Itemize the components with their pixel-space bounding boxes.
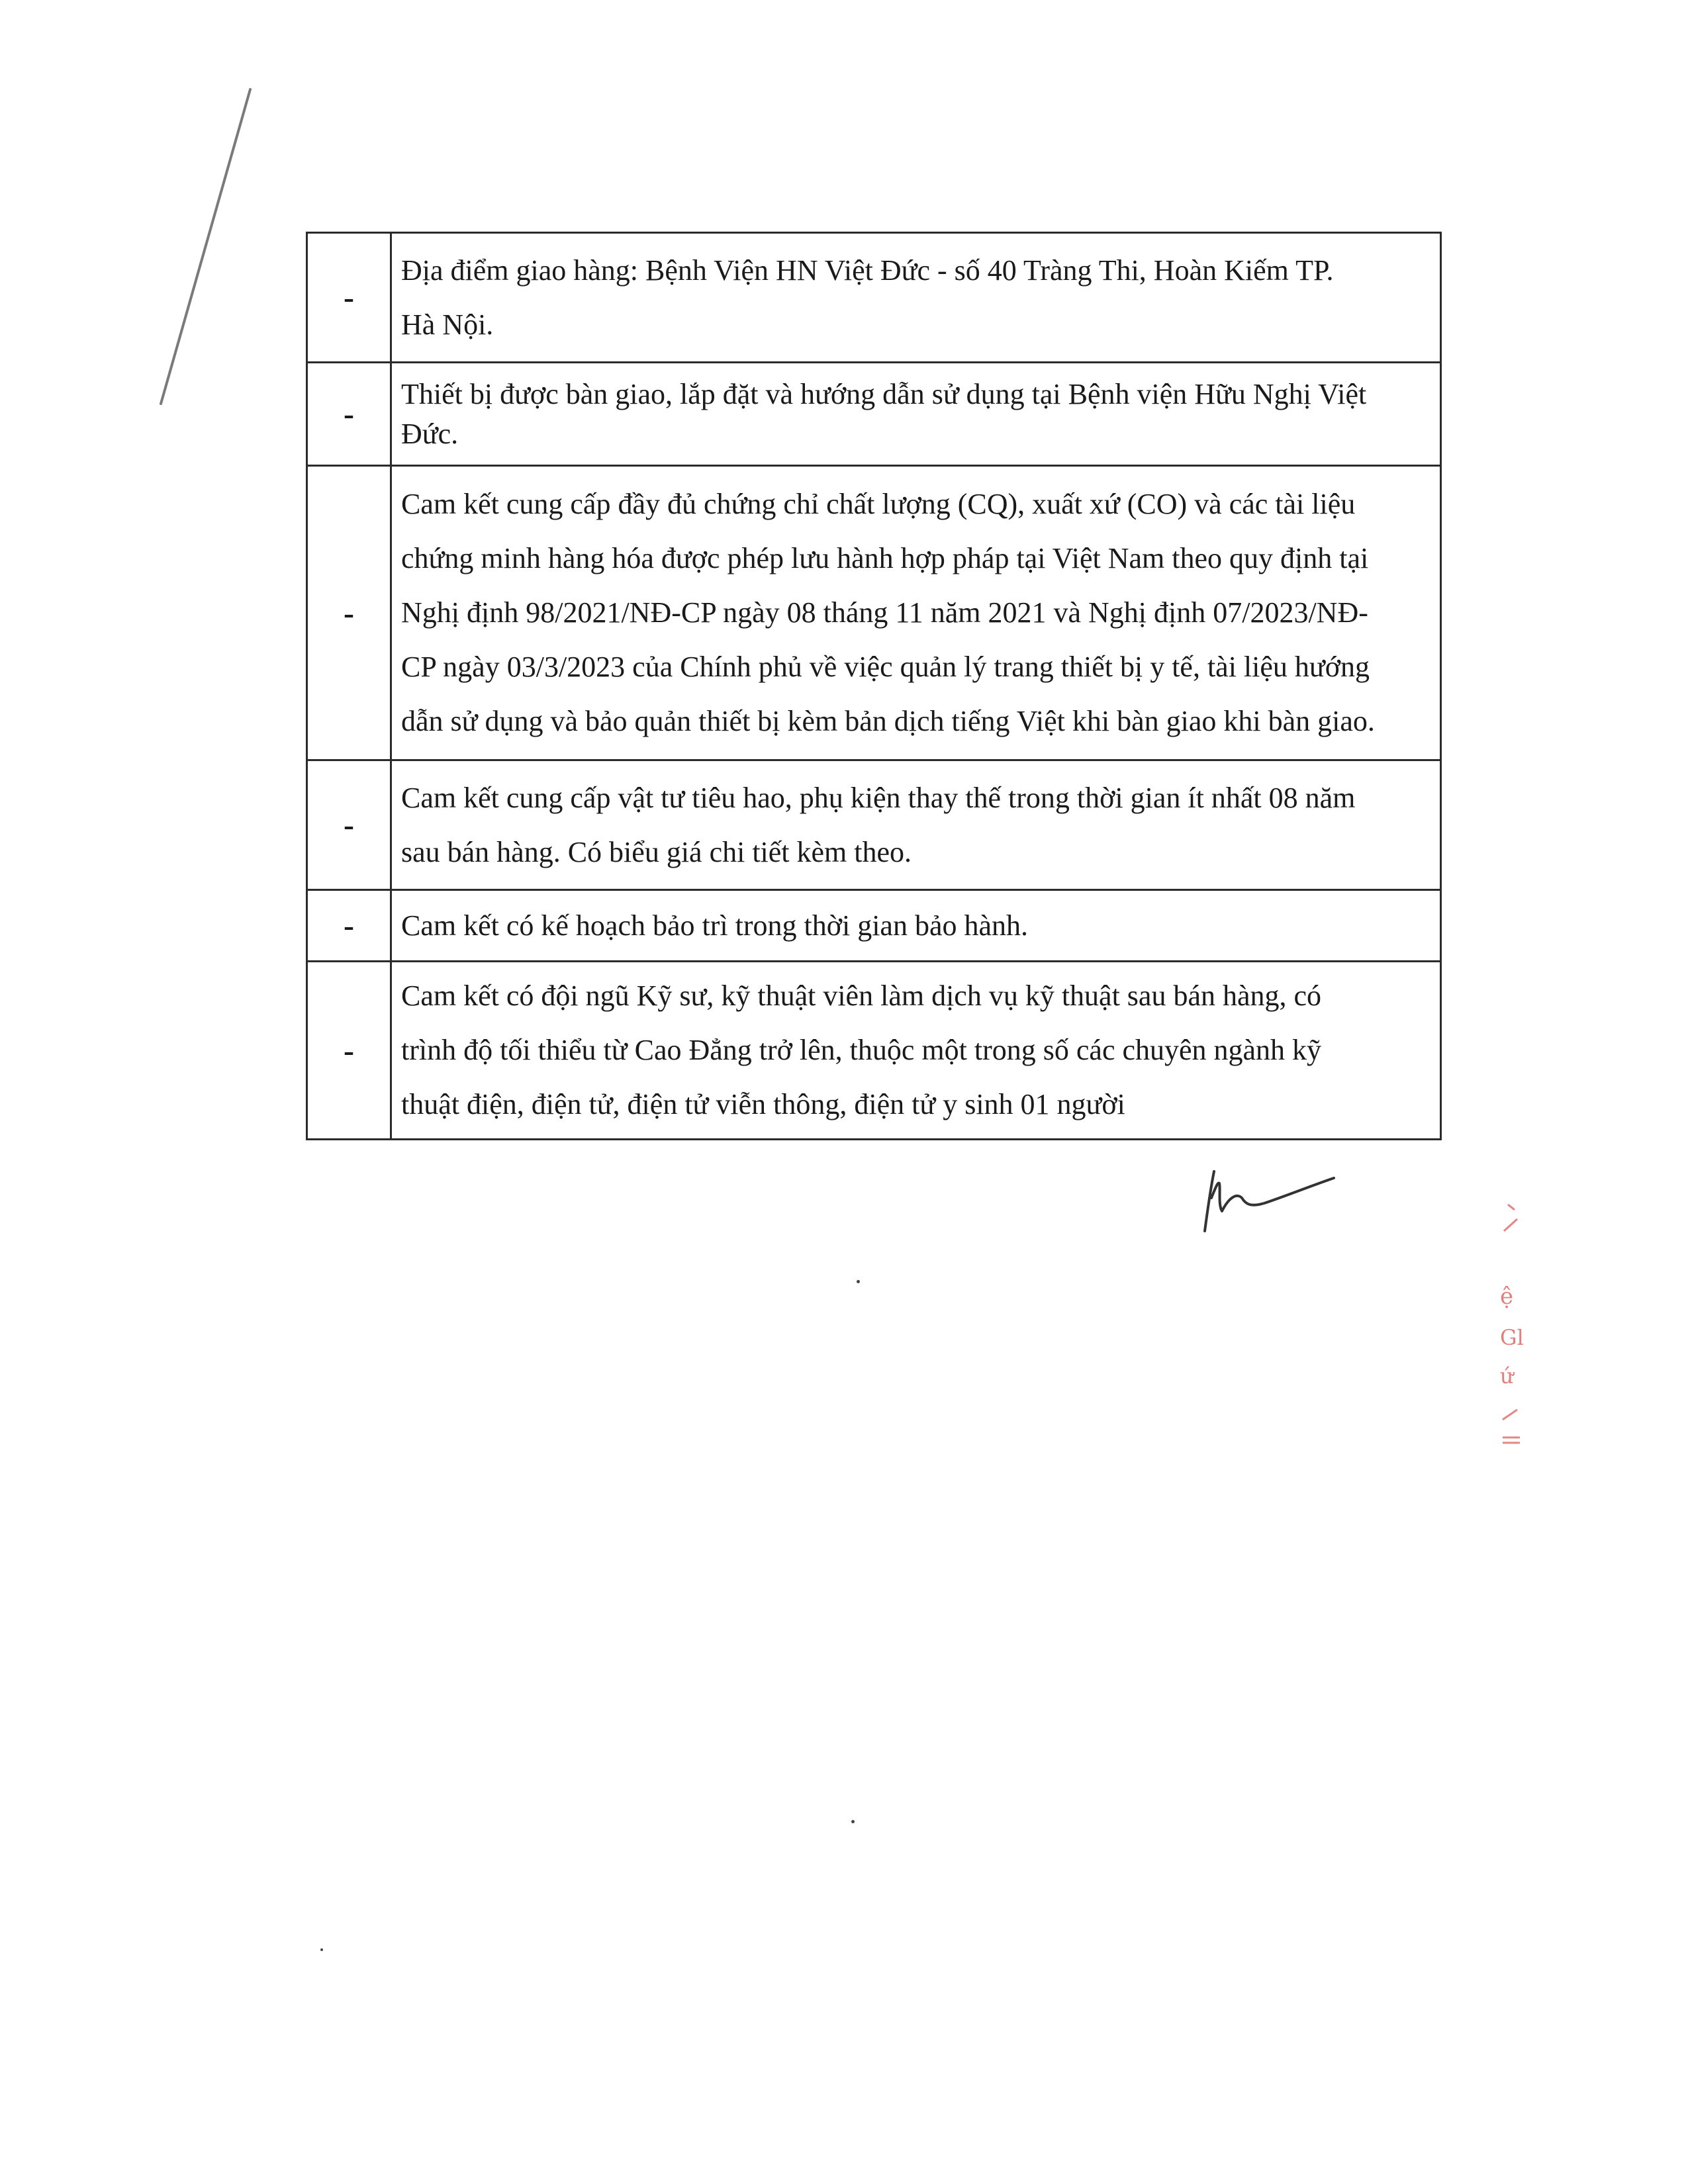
- text-line: Nghị định 98/2021/NĐ-CP ngày 08 tháng 11 năm 2021 và Nghị định 07/2023/NĐ-: [401, 596, 1368, 629]
- maintenance-plan-text: [391, 890, 1441, 962]
- text-line: Cam kết có kế hoạch bảo trì trong thời gian bảo hành.: [401, 909, 1029, 942]
- text-line: thuật điện, điện tử, điện tử viễn thông, điện tử y sinh 01 người: [401, 1088, 1125, 1120]
- engineering-team-text: [391, 962, 1441, 1140]
- stamp-char: ệ: [1500, 1283, 1514, 1310]
- text-line: Cam kết cung cấp vật tư tiêu hao, phụ kiện thay thế trong thời gian ít nhất 08 năm: [401, 781, 1356, 814]
- row-bullet: -: [307, 962, 391, 1140]
- row-bullet: -: [307, 466, 391, 760]
- row-bullet: -: [307, 233, 391, 363]
- row-bullet: -: [307, 890, 391, 962]
- table-row: [307, 760, 1441, 890]
- stamp-char: Gl: [1500, 1325, 1524, 1350]
- text-line: Cam kết cung cấp đầy đủ chứng chỉ chất lượng (CQ), xuất xứ (CO) và các tài liệu: [401, 488, 1356, 520]
- table-row: [307, 962, 1441, 1140]
- text-line: sau bán hàng. Có biểu giá chi tiết kèm theo.: [401, 835, 912, 868]
- text-line: Đức.: [401, 417, 459, 450]
- table-row: [307, 466, 1441, 760]
- row-bullet: -: [307, 760, 391, 890]
- handover-installation-text: [391, 363, 1441, 466]
- handwritten-signature: [1185, 1152, 1344, 1238]
- text-line: trình độ tối thiểu từ Cao Đẳng trở lên, thuộc một trong số các chuyên ngành kỹ: [401, 1034, 1322, 1066]
- row-bullet: -: [307, 363, 391, 466]
- text-line: Hà Nội.: [401, 308, 494, 341]
- certificates-commitment-text: [391, 466, 1441, 760]
- text-line: dẫn sử dụng và bảo quản thiết bị kèm bản dịch tiếng Việt khi bàn giao khi bàn giao.: [401, 705, 1375, 737]
- text-line: chứng minh hàng hóa được phép lưu hành hợp pháp tại Việt Nam theo quy định tại: [401, 542, 1369, 574]
- terms-table: [306, 232, 1442, 1140]
- stamp-char: ứ: [1500, 1363, 1514, 1388]
- consumables-commitment-text: [391, 760, 1441, 890]
- table-row: [307, 363, 1441, 466]
- scan-speck: [851, 1820, 855, 1823]
- scan-speck: [857, 1280, 860, 1283]
- text-line: Địa điểm giao hàng: Bệnh Viện HN Việt Đức - số 40 Tràng Thi, Hoàn Kiếm TP.: [401, 253, 1334, 287]
- scan-speck: [320, 1948, 323, 1951]
- text-line: CP ngày 03/3/2023 của Chính phủ về việc quản lý trang thiết bị y tế, tài liệu hướng: [401, 651, 1370, 683]
- red-stamp-fragment: [1495, 1191, 1534, 1456]
- delivery-location-text: [391, 233, 1441, 363]
- table-row: [307, 233, 1441, 363]
- text-line: Cam kết có đội ngũ Kỹ sư, kỹ thuật viên làm dịch vụ kỹ thuật sau bán hàng, có: [401, 979, 1322, 1012]
- text-line: Thiết bị được bàn giao, lắp đặt và hướng dẫn sử dụng tại Bệnh viện Hữu Nghị Việt: [401, 377, 1367, 410]
- table-row: [307, 890, 1441, 962]
